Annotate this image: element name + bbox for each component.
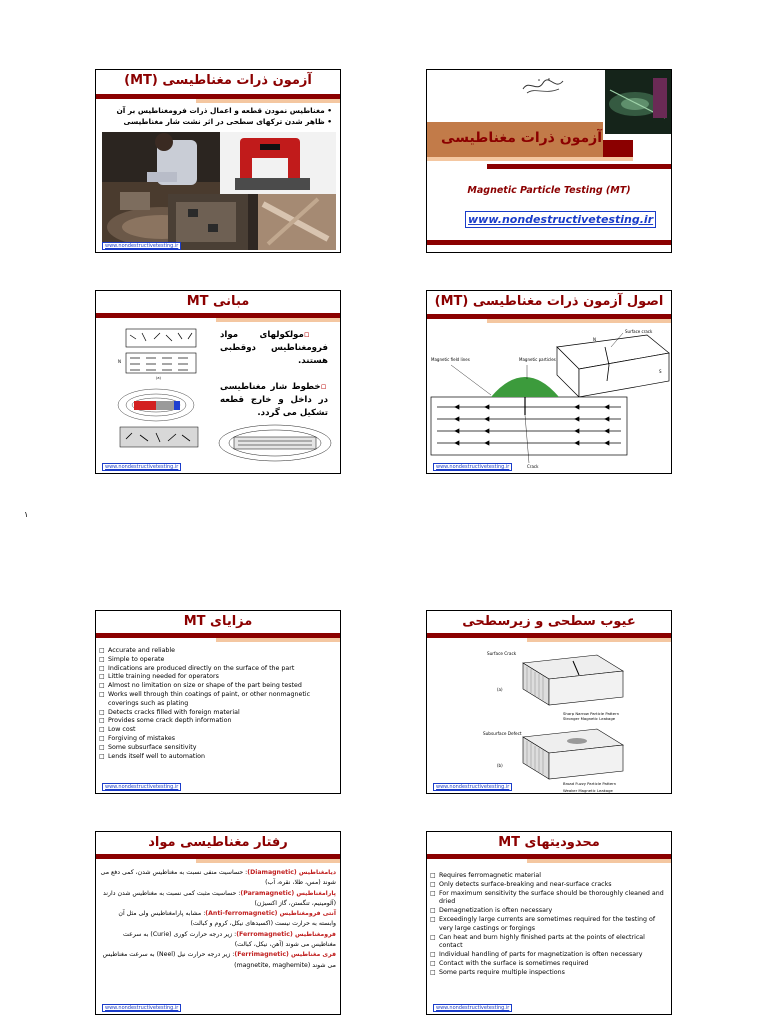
limitations-list xyxy=(430,872,667,978)
leakage-field-diagram xyxy=(427,325,672,473)
slide-title: محدودیتهای MT xyxy=(498,835,600,850)
paragraph-dipoles: ▫مولکولهای مواد فرومغناطیس دوقطبی هستند. xyxy=(220,330,328,366)
mt-test-photo xyxy=(605,70,672,134)
caption-b2: Weaker Magnetic Leakage xyxy=(563,788,613,793)
slide-magnetic-behavior xyxy=(95,831,341,1015)
material-list xyxy=(100,868,336,971)
label-n: N xyxy=(593,337,596,342)
list-item: □ Contact with the surface is sometimes required xyxy=(430,960,667,969)
title-accent-bar xyxy=(487,319,671,323)
list-item: □ For maximum sensitivity the surface should be thoroughly cleaned and dried xyxy=(430,890,667,908)
website-link[interactable]: www.nondestructivetesting.ir xyxy=(102,463,181,471)
slide-title: آزمون ذرات مغناطیسی (MT) xyxy=(124,73,312,88)
list-item: □ Accurate and reliable xyxy=(99,647,336,656)
flux-lines-diagram xyxy=(216,423,334,463)
list-item: □ Simple to operate xyxy=(99,656,336,665)
slide-title: مزایای MT xyxy=(183,614,253,629)
list-item: فرومغناطیس (Ferromagnetic): زیر درجه حرارت کوری (Curie) به سرعت مغناطیس می شوند (آهن، نیکل، کبالت) xyxy=(123,930,336,949)
list-item: □ Some subsurface sensitivity xyxy=(99,744,336,753)
list-item: □ Requires ferromagnetic material xyxy=(430,872,667,881)
list-item: □ Lends itself well to automation xyxy=(99,753,336,762)
caption-a1: Sharp Narrow Particle Pattern xyxy=(563,711,619,716)
list-item: فری مغناطیس (Ferrimagnetic): زیر درجه حرارت نیل (Neel) به سرعت مغناطیس می شوند (magnetite, maghemite) xyxy=(102,951,336,969)
list-item: □ Provides some crack depth information xyxy=(99,717,336,726)
list-item: □ Works well through thin coatings of paint, or other nonmagnetic coverings such as plating xyxy=(99,691,336,709)
website-link[interactable]: www.nondestructivetesting.ir xyxy=(433,783,512,791)
slide-title: اصول آزمون ذرات مغناطیسی (MT) xyxy=(434,294,664,309)
caption-a2: Stronger Magnetic Leakage xyxy=(563,716,616,721)
website-link[interactable]: www.nondestructivetesting.ir xyxy=(102,1004,181,1012)
bullet-marker: ▫ xyxy=(303,330,328,340)
list-item: □ Demagnetization is often necessary xyxy=(430,907,667,916)
defect-patterns-diagram xyxy=(427,645,672,787)
list-item: □ Indications are produced directly on the surface of the part xyxy=(99,665,336,674)
slide-title-page xyxy=(426,69,672,253)
domain-diagram xyxy=(116,327,202,451)
title-accent-bar xyxy=(196,99,340,103)
slide-surface-subsurface xyxy=(426,610,672,794)
label-n: N xyxy=(118,359,121,364)
bullet-item: • ظاهر شدن ترکهای سطحی در اثر نشت شار مغناطیسی xyxy=(123,117,332,126)
list-item: □ Little training needed for operators xyxy=(99,673,336,682)
list-item: دیامغناطیس (Diamagnetic): حساسیت منفی نسبت به مغناطیس شدن، کمی دفع می شوند (مس، طلا، نقره، آب) xyxy=(100,869,336,887)
bottom-divider xyxy=(427,240,671,245)
website-url[interactable]: www.nondestructivetesting.ir xyxy=(465,211,656,228)
slide-mt-basics xyxy=(95,290,341,474)
label-particles: Magnetic particles xyxy=(519,357,556,362)
page-number: ۱ xyxy=(24,510,29,519)
list-item: □ Forgiving of mistakes xyxy=(99,735,336,744)
yoke-photo xyxy=(220,132,336,194)
label-b: (b) xyxy=(497,763,503,768)
website-link[interactable]: www.nondestructivetesting.ir xyxy=(102,242,181,250)
list-item: □ Exceedingly large currents are sometimes required for the testing of very large castings or forgings xyxy=(430,916,667,934)
slide-title: مبانی MT xyxy=(186,294,250,309)
list-item: □ Detects cracks filled with foreign material xyxy=(99,709,336,718)
list-item: آنتی فرومغناطیس (Anti-ferromagnetic): مشابه پارامغناطیس ولی مثل آن وابسته به حرارت نیست (اکسیدهای نیکل، کروم و کبالت) xyxy=(118,910,336,928)
title-accent-bar xyxy=(216,318,340,322)
title-band-accent xyxy=(603,140,633,157)
slide-mt-intro xyxy=(95,69,341,253)
label-crack: Crack xyxy=(527,464,539,469)
weld-indication-photo xyxy=(168,194,336,250)
label-surface-crack: Surface crack xyxy=(625,329,653,334)
label-surface-crack: Surface Crack xyxy=(487,651,517,656)
title-accent-bar xyxy=(527,859,671,863)
list-item: □ Low cost xyxy=(99,726,336,735)
title-accent-bar xyxy=(196,859,340,863)
list-item: □ Almost no limitation on size or shape of the part being tested xyxy=(99,682,336,691)
calligraphy-logo xyxy=(519,75,567,97)
website-link[interactable]: www.nondestructivetesting.ir xyxy=(433,463,512,471)
slide-mt-advantages xyxy=(95,610,341,794)
label-field-lines: Magnetic field lines xyxy=(431,357,470,362)
label-a: (a) xyxy=(156,376,161,380)
bullet-marker: ▫ xyxy=(320,382,328,392)
website-link[interactable]: www.nondestructivetesting.ir xyxy=(433,1004,512,1012)
label-a: (a) xyxy=(497,687,503,692)
website-link[interactable]: www.nondestructivetesting.ir xyxy=(102,783,181,791)
slide-title: رفتار مغناطیسی مواد xyxy=(148,835,288,850)
label-s: S xyxy=(659,369,662,374)
slide-subtitle: Magnetic Particle Testing (MT) xyxy=(467,185,631,196)
divider xyxy=(487,164,671,169)
title-band-underline xyxy=(427,157,633,161)
paragraph-flux: ▫خطوط شار مغناطیسی در داخل و خارج قطعه تشکیل می گردد. xyxy=(220,382,328,418)
bullet-item: • مغناطیس نمودن قطعه و اعمال ذرات فرومغناطیس بر آن xyxy=(116,106,332,115)
bullet-list xyxy=(102,105,332,127)
slide-mt-limitations xyxy=(426,831,672,1015)
advantages-list xyxy=(99,647,336,761)
list-item: □ Only detects surface-breaking and near-surface cracks xyxy=(430,881,667,890)
list-item: □ Some parts require multiple inspections xyxy=(430,969,667,978)
title-accent-bar xyxy=(216,638,340,642)
title-accent-bar xyxy=(527,638,671,642)
label-subsurface: Subsurface Defect xyxy=(483,731,522,736)
slide-mt-principles xyxy=(426,290,672,474)
slide-title: آزمون ذرات مغناطیسی xyxy=(441,130,602,146)
list-item: پارامغناطیس (Paramagnetic): حساسیت مثبت کمی نسبت به مغناطیس شدن دارند (آلومینیم، تنگستن، گاز اکسیژن) xyxy=(103,889,336,907)
caption-b1: Broad Fuzzy Particle Pattern xyxy=(563,781,617,786)
list-item: □ Can heat and burn highly finished parts at the points of electrical contact xyxy=(430,934,667,952)
list-item: □ Individual handling of parts for magnetization is often necessary xyxy=(430,951,667,960)
slide-title: عیوب سطحی و زیرسطحی xyxy=(462,614,636,629)
